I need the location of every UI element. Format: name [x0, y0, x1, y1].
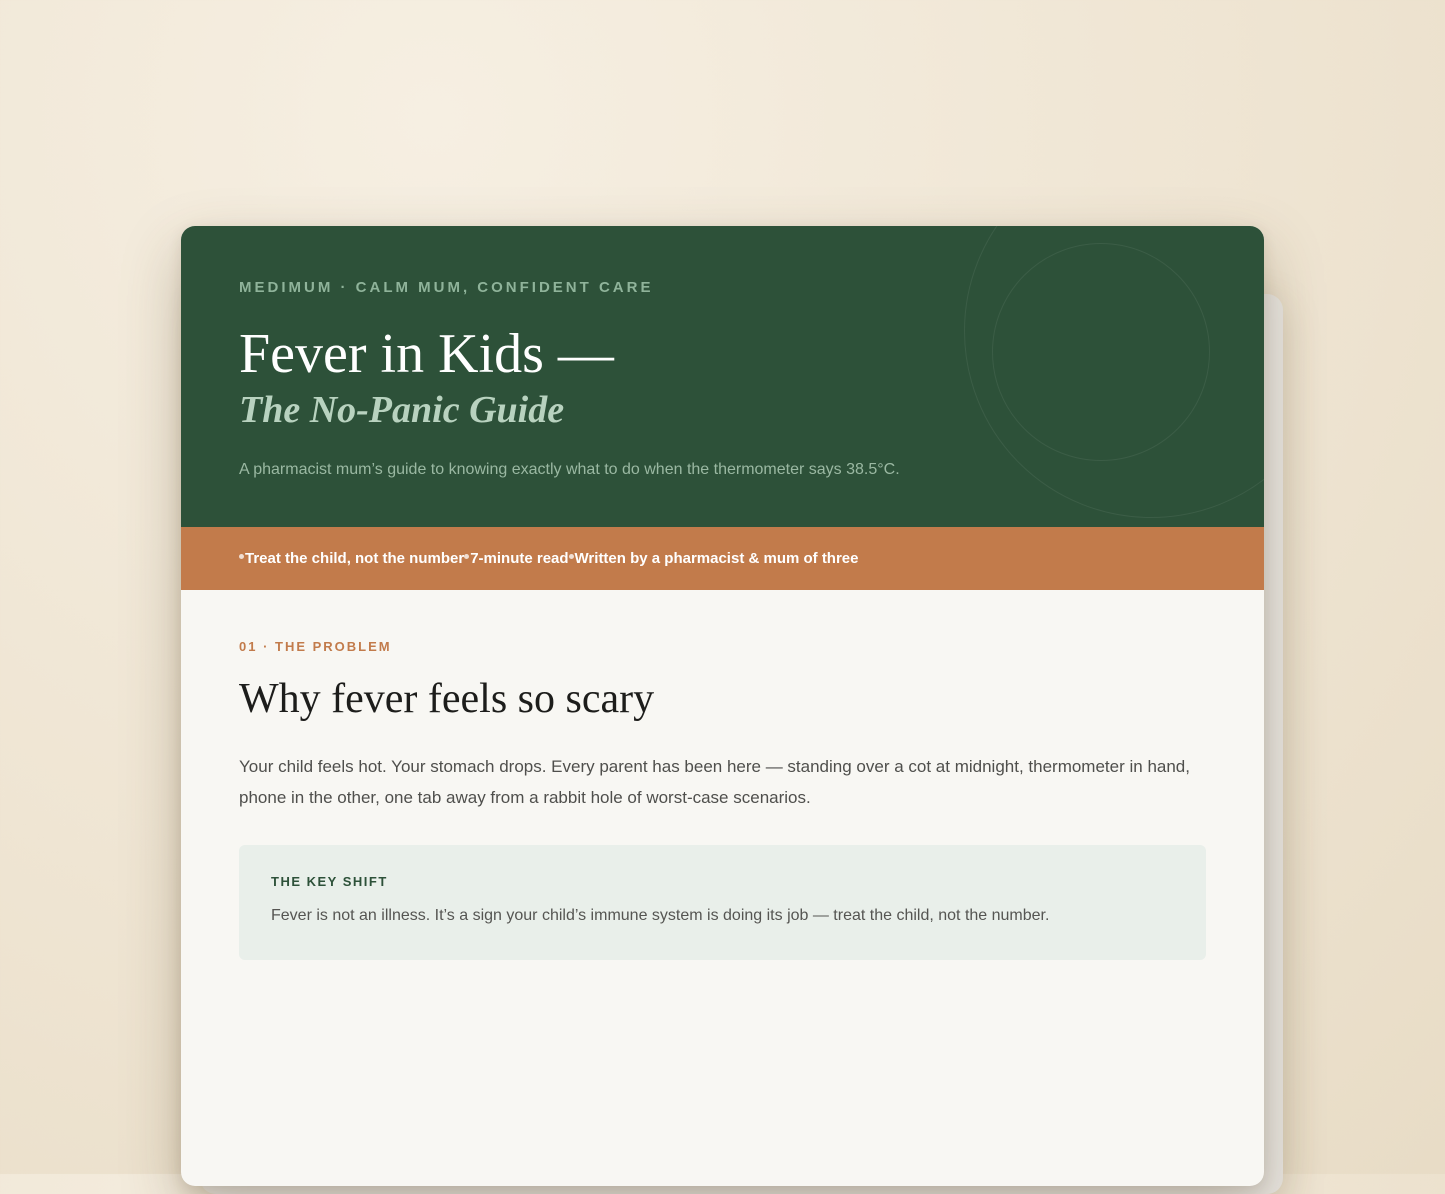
- strip-item-treat-child: Treat the child, not the number: [245, 550, 465, 567]
- key-shift-callout: [239, 845, 1206, 960]
- guide-card: [181, 226, 1264, 1186]
- hero-lede: A pharmacist mum’s guide to knowing exactly what to do when the thermometer says 38.5°C.: [239, 461, 900, 478]
- section-label: 01 · THE PROBLEM: [239, 639, 392, 654]
- bullet-dot-icon: [239, 554, 244, 559]
- hero-banner: [181, 226, 1264, 527]
- section-heading: Why fever feels so scary: [239, 676, 655, 722]
- bullet-dot-icon: [464, 554, 469, 559]
- decorative-ring-inner: [992, 243, 1210, 461]
- callout-title: THE KEY SHIFT: [271, 874, 388, 889]
- section-paragraph: Your child feels hot. Your stomach drops. Every parent has been here — standing over a cot at midnight, thermometer in hand, phone in the other, one tab away from a rabbit hole of worst-case scenarios.: [239, 757, 1190, 807]
- info-strip: [181, 527, 1264, 590]
- brand-eyebrow: MEDIMUM · CALM MUM, CONFIDENT CARE: [239, 279, 654, 296]
- strip-item-author: Written by a pharmacist & mum of three: [574, 550, 859, 567]
- page-subtitle: The No-Panic Guide: [239, 389, 565, 431]
- page-title: Fever in Kids —: [239, 323, 614, 385]
- bullet-dot-icon: [569, 554, 574, 559]
- strip-item-read-time: 7-minute read: [470, 550, 569, 567]
- callout-text: Fever is not an illness. It’s a sign your child’s immune system is doing its job — treat the child, not the number.: [271, 907, 1050, 924]
- section-the-problem: [181, 590, 1264, 1186]
